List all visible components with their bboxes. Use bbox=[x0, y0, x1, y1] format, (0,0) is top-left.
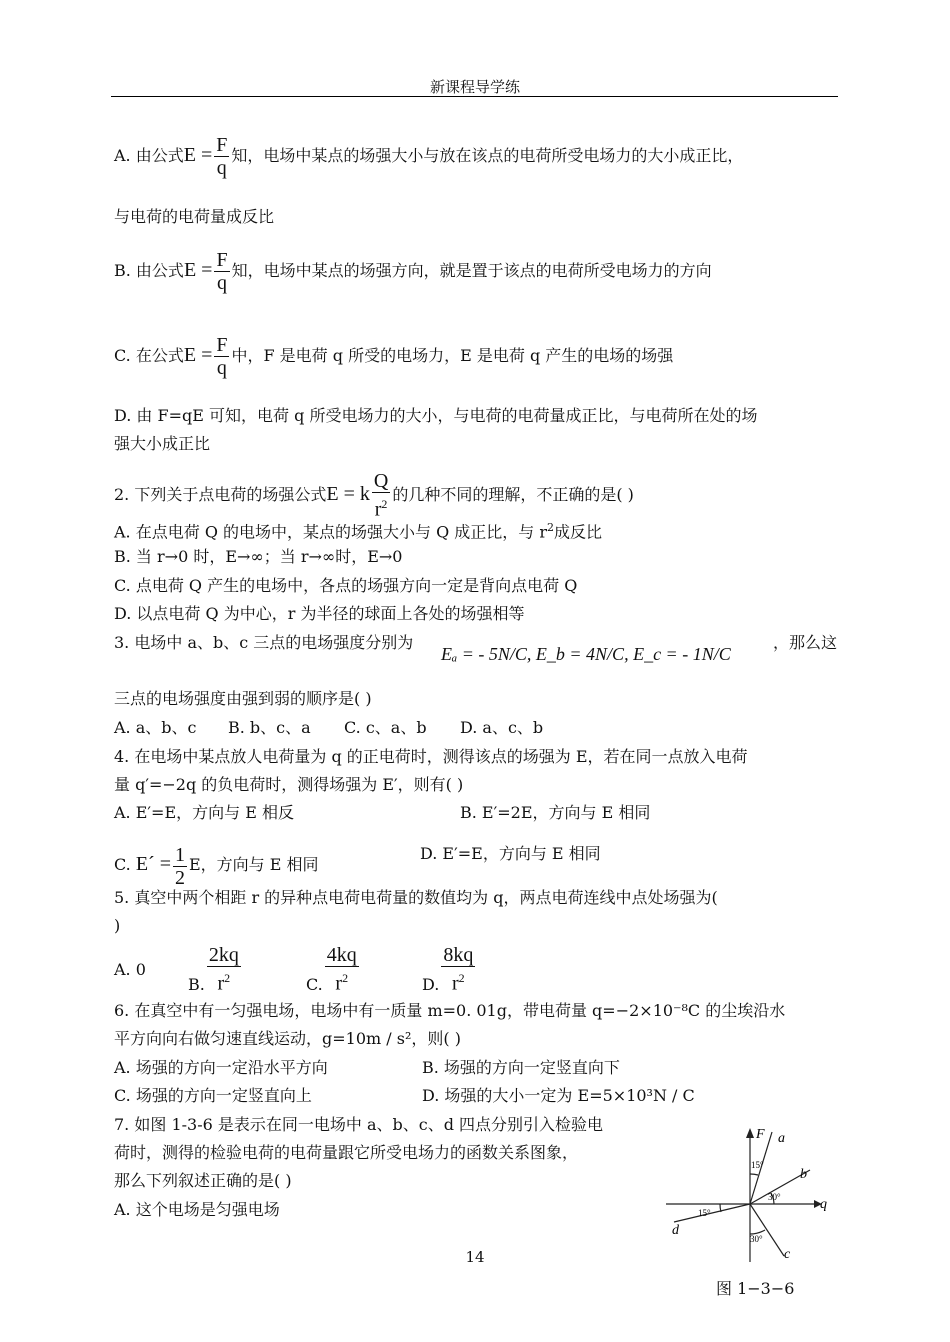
q6-option-c: C. 场强的方向一定竖直向上 bbox=[114, 1086, 312, 1105]
q2-option-d: D. 以点电荷 Q 为中心，r 为半径的球面上各处的场强相等 bbox=[114, 604, 525, 623]
q5b-den bbox=[207, 967, 241, 995]
q2-prefix: 2. 下列关于点电荷的场强公式 bbox=[114, 484, 327, 504]
q2-text: 的几种不同的理解，不正确的是( ) bbox=[392, 484, 634, 504]
q2-den bbox=[372, 493, 390, 521]
q2a-tail: 成反比 bbox=[554, 522, 603, 542]
q5c-den bbox=[325, 967, 359, 995]
q1c-lhs: E = bbox=[183, 344, 213, 366]
q1b-text: 知，电场中某点的场强方向，就是置于该点的电荷所受电场力的方向 bbox=[231, 261, 712, 280]
q5d-den-exp: 2 bbox=[458, 971, 465, 985]
angle-d: 15° bbox=[698, 1208, 711, 1218]
page-header: 新课程导学练 bbox=[429, 78, 520, 96]
q6-line2: 平方向向右做匀速直线运动，g=10m / s²，则( ) bbox=[114, 1029, 461, 1048]
line-d bbox=[674, 1204, 750, 1222]
label-b: b bbox=[800, 1167, 807, 1182]
q4c-num: 1 bbox=[175, 844, 185, 866]
q2-option-a bbox=[114, 518, 602, 542]
header-rule bbox=[111, 96, 838, 97]
q7-line3: 那么下列叙述正确的是( ) bbox=[114, 1171, 292, 1190]
q4-line1: 4. 在电场中某点放人电荷量为 q 的正电荷时，测得该点的场强为 E，若在同一点放入电荷 bbox=[114, 747, 748, 766]
q1b-fraction bbox=[214, 249, 229, 294]
q3-line2: 三点的电场强度由强到弱的顺序是( ) bbox=[114, 689, 372, 708]
q5b-fraction bbox=[207, 944, 241, 995]
q1-option-d-line1: D. 由 F=qE 可知，电荷 q 所受电场力的大小，与电荷的电荷量成正比，与电荷所在处的场 bbox=[114, 406, 758, 425]
q5-option-c bbox=[306, 944, 361, 995]
q5d-prefix: D. bbox=[422, 974, 440, 994]
q5d-den bbox=[441, 967, 475, 995]
q4c-fraction bbox=[173, 844, 187, 889]
q7-option-a: A. 这个电场是匀强电场 bbox=[114, 1200, 280, 1219]
q5d-fraction bbox=[441, 944, 475, 995]
label-c: c bbox=[784, 1247, 791, 1262]
q5-line1: 5. 真空中两个相距 r 的异种点电荷电荷量的数值均为 q，两点电荷连线中点处场强为( bbox=[114, 888, 718, 907]
q1a-num: F bbox=[216, 134, 228, 156]
q1-option-b bbox=[114, 249, 712, 294]
q1b-prefix: B. 由公式 bbox=[114, 261, 184, 280]
q6-option-b: B. 场强的方向一定竖直向下 bbox=[422, 1058, 620, 1077]
q1a-prefix: A. 由公式 bbox=[114, 146, 184, 165]
q5b-prefix: B. bbox=[188, 974, 205, 994]
q1a-den: q bbox=[216, 157, 227, 179]
q4c-lhs: E´ = bbox=[135, 853, 171, 875]
q5-option-a: A. 0 bbox=[114, 960, 146, 979]
q1b-lhs: E = bbox=[183, 259, 213, 281]
q4-option-a: A. E′=E，方向与 E 相反 bbox=[114, 803, 294, 822]
q5-line2: ) bbox=[114, 916, 121, 935]
angle-b: 30° bbox=[768, 1192, 781, 1202]
q1-option-a-cont: 与电荷的电荷量成反比 bbox=[114, 207, 275, 226]
q3-option-a: A. a、b、c bbox=[114, 718, 197, 737]
q1c-prefix: C. 在公式 bbox=[114, 346, 184, 365]
q5-option-d bbox=[422, 944, 477, 995]
q5c-den-base: r bbox=[335, 972, 343, 995]
label-d: d bbox=[672, 1223, 679, 1238]
q3-tail: ，那么这 bbox=[773, 633, 838, 652]
q4-option-d: D. E′=E，方向与 E 相同 bbox=[420, 844, 601, 863]
figure-1-3-6 bbox=[660, 1124, 840, 1264]
q3-option-b: B. b、c、a bbox=[228, 718, 311, 737]
axis-y-label: F bbox=[756, 1127, 765, 1142]
q3-option-d: D. a、c、b bbox=[460, 718, 544, 737]
q4-options-ab bbox=[114, 803, 834, 825]
q1-option-c bbox=[114, 334, 673, 379]
angle-c: 30° bbox=[750, 1234, 763, 1244]
q3-stem: 3. 电场中 a、b、c 三点的电场强度分别为 bbox=[114, 633, 414, 652]
q1a-lhs: E = bbox=[183, 144, 213, 166]
q4-line2: 量 q′=−2q 的负电荷时，测得场强为 E′，则有( ) bbox=[114, 775, 464, 794]
q7-line2: 荷时，测得的检验电荷的电荷量跟它所受电场力的函数关系图象， bbox=[114, 1143, 579, 1162]
q2-fraction bbox=[372, 470, 390, 521]
q5c-prefix: C. bbox=[306, 974, 323, 994]
q4c-prefix: C. bbox=[114, 855, 136, 874]
arc-15-top bbox=[750, 1174, 758, 1175]
q2-option-b: B. 当 r→0 时，E→∞；当 r→∞时，E→0 bbox=[114, 547, 403, 566]
q2-num: Q bbox=[373, 470, 389, 492]
q2-den-exp: 2 bbox=[381, 497, 388, 511]
label-a: a bbox=[778, 1131, 785, 1146]
q3-options bbox=[114, 718, 834, 740]
q5c-num: 4kq bbox=[326, 944, 357, 966]
f-axis-arrow bbox=[746, 1128, 754, 1138]
figure-caption: 图 1−3−6 bbox=[716, 1279, 795, 1298]
q5c-fraction bbox=[325, 944, 359, 995]
q2-den-base: r bbox=[374, 498, 382, 521]
q2a-text: A. 在点电荷 Q 的电场中，某点的场强大小与 Q 成正比，与 r bbox=[114, 522, 548, 542]
q5c-den-exp: 2 bbox=[342, 971, 349, 985]
q5d-num: 8kq bbox=[443, 944, 474, 966]
q6-options-ab bbox=[114, 1058, 834, 1080]
q1a-fraction bbox=[214, 134, 229, 179]
q4-options-cd bbox=[114, 832, 834, 889]
q1c-num: F bbox=[216, 334, 228, 356]
q1c-text: 中，F 是电荷 q 所受的电场力，E 是电荷 q 产生的电场的场强 bbox=[231, 346, 674, 365]
q4-option-c bbox=[114, 844, 319, 889]
axis-x-label: q bbox=[820, 1197, 827, 1212]
q3-formula: Eₐ = - 5N/C, E_b = 4N/C, E_c = - 1N/C bbox=[441, 644, 731, 664]
q1-option-d-line2: 强大小成正比 bbox=[114, 434, 211, 453]
q1c-fraction bbox=[214, 334, 229, 379]
page-number: 14 bbox=[465, 1248, 485, 1266]
q6-option-a: A. 场强的方向一定沿水平方向 bbox=[114, 1058, 328, 1077]
q2-stem bbox=[114, 470, 634, 521]
q6-options-cd bbox=[114, 1086, 834, 1108]
q5d-den-base: r bbox=[452, 972, 459, 995]
q7-line1: 7. 如图 1-3-6 是表示在同一电场中 a、b、c、d 四点分别引入检验电 bbox=[114, 1115, 604, 1134]
q6-option-d: D. 场强的大小一定为 E=5×10³N / C bbox=[422, 1086, 695, 1105]
q2a-sup: 2 bbox=[547, 521, 555, 534]
q4-option-b: B. E′=2E，方向与 E 相同 bbox=[460, 803, 651, 822]
q5b-num: 2kq bbox=[208, 944, 239, 966]
q1c-den: q bbox=[216, 357, 227, 379]
q1-option-a bbox=[114, 134, 743, 179]
arc-15-left bbox=[720, 1204, 721, 1212]
q2-lhs: E = k bbox=[326, 482, 370, 505]
q2-option-c: C. 点电荷 Q 产生的电场中，各点的场强方向一定是背向点电荷 Q bbox=[114, 576, 578, 595]
q4c-text: E，方向与 E 相同 bbox=[189, 855, 319, 874]
q1a-text: 知，电场中某点的场强大小与放在该点的电荷所受电场力的大小成正比， bbox=[231, 146, 744, 165]
q5-options bbox=[114, 944, 834, 994]
q6-line1: 6. 在真空中有一匀强电场，电场中有一质量 m=0. 01g，带电荷量 q=−2×10⁻⁸C 的尘埃沿水 bbox=[114, 1001, 786, 1020]
q5-option-b bbox=[188, 944, 243, 995]
q5b-den-exp: 2 bbox=[224, 971, 231, 985]
angle-a: 15° bbox=[751, 1160, 764, 1170]
q1b-den: q bbox=[217, 272, 227, 294]
q3-option-c: C. c、a、b bbox=[344, 718, 427, 737]
q5b-den-base: r bbox=[217, 972, 225, 995]
q4c-den: 2 bbox=[175, 867, 185, 889]
q1b-num: F bbox=[216, 249, 228, 271]
